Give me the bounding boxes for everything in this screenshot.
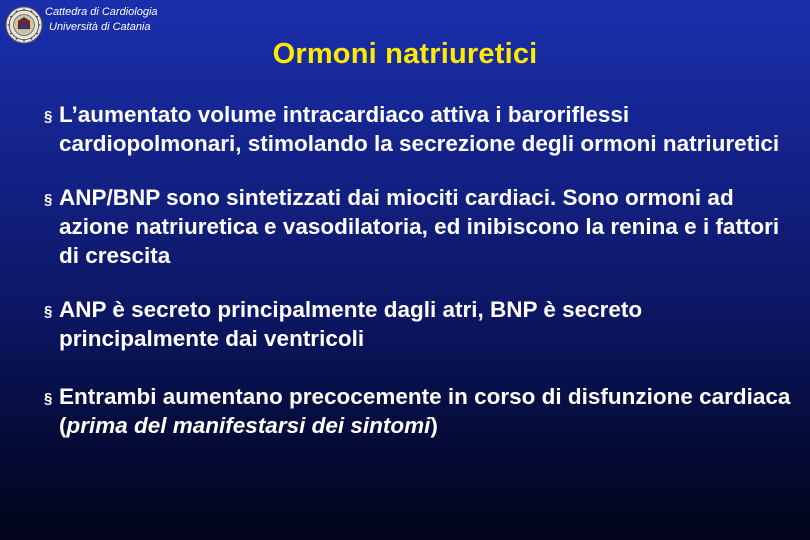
bullet-item [44,295,794,353]
university-seal-icon [5,6,43,44]
bullet-text-start: Entrambi aumentano precocemente in corso di disfunzione cardiaca ( [59,384,791,438]
bullet-marker: § [44,303,53,320]
bullet-marker: § [44,191,53,208]
bullet-marker: § [44,108,53,125]
bullet-marker: § [44,390,53,407]
bullet-list [44,100,794,440]
institution-name [45,5,158,34]
institution-line-2: Università di Catania [49,20,151,33]
bullet-item [44,100,794,158]
bullet-text: ANP/BNP sono sintetizzati dai miociti cardiaci. Sono ormoni ad azione natriuretica e vasodilatoria, ed inibiscono la renina e i fattori di crescita [59,185,780,268]
slide-title: Ormoni natriuretici [272,38,538,70]
bullet-text-end: ) [430,413,438,438]
bullet-text: ANP è secreto principalmente dagli atri, BNP è secreto principalmente dai ventricoli [59,297,643,351]
bullet-item [44,183,794,270]
bullet-text-italic: prima del manifestarsi dei sintomi [66,413,431,438]
institution-line-1: Cattedra di Cardiologia [45,6,158,18]
bullet-item [44,382,794,440]
bullet-text: L’aumentato volume intracardiaco attiva i baroriflessi cardiopolmonari, stimolando la secrezione degli ormoni natriuretici [59,102,780,156]
